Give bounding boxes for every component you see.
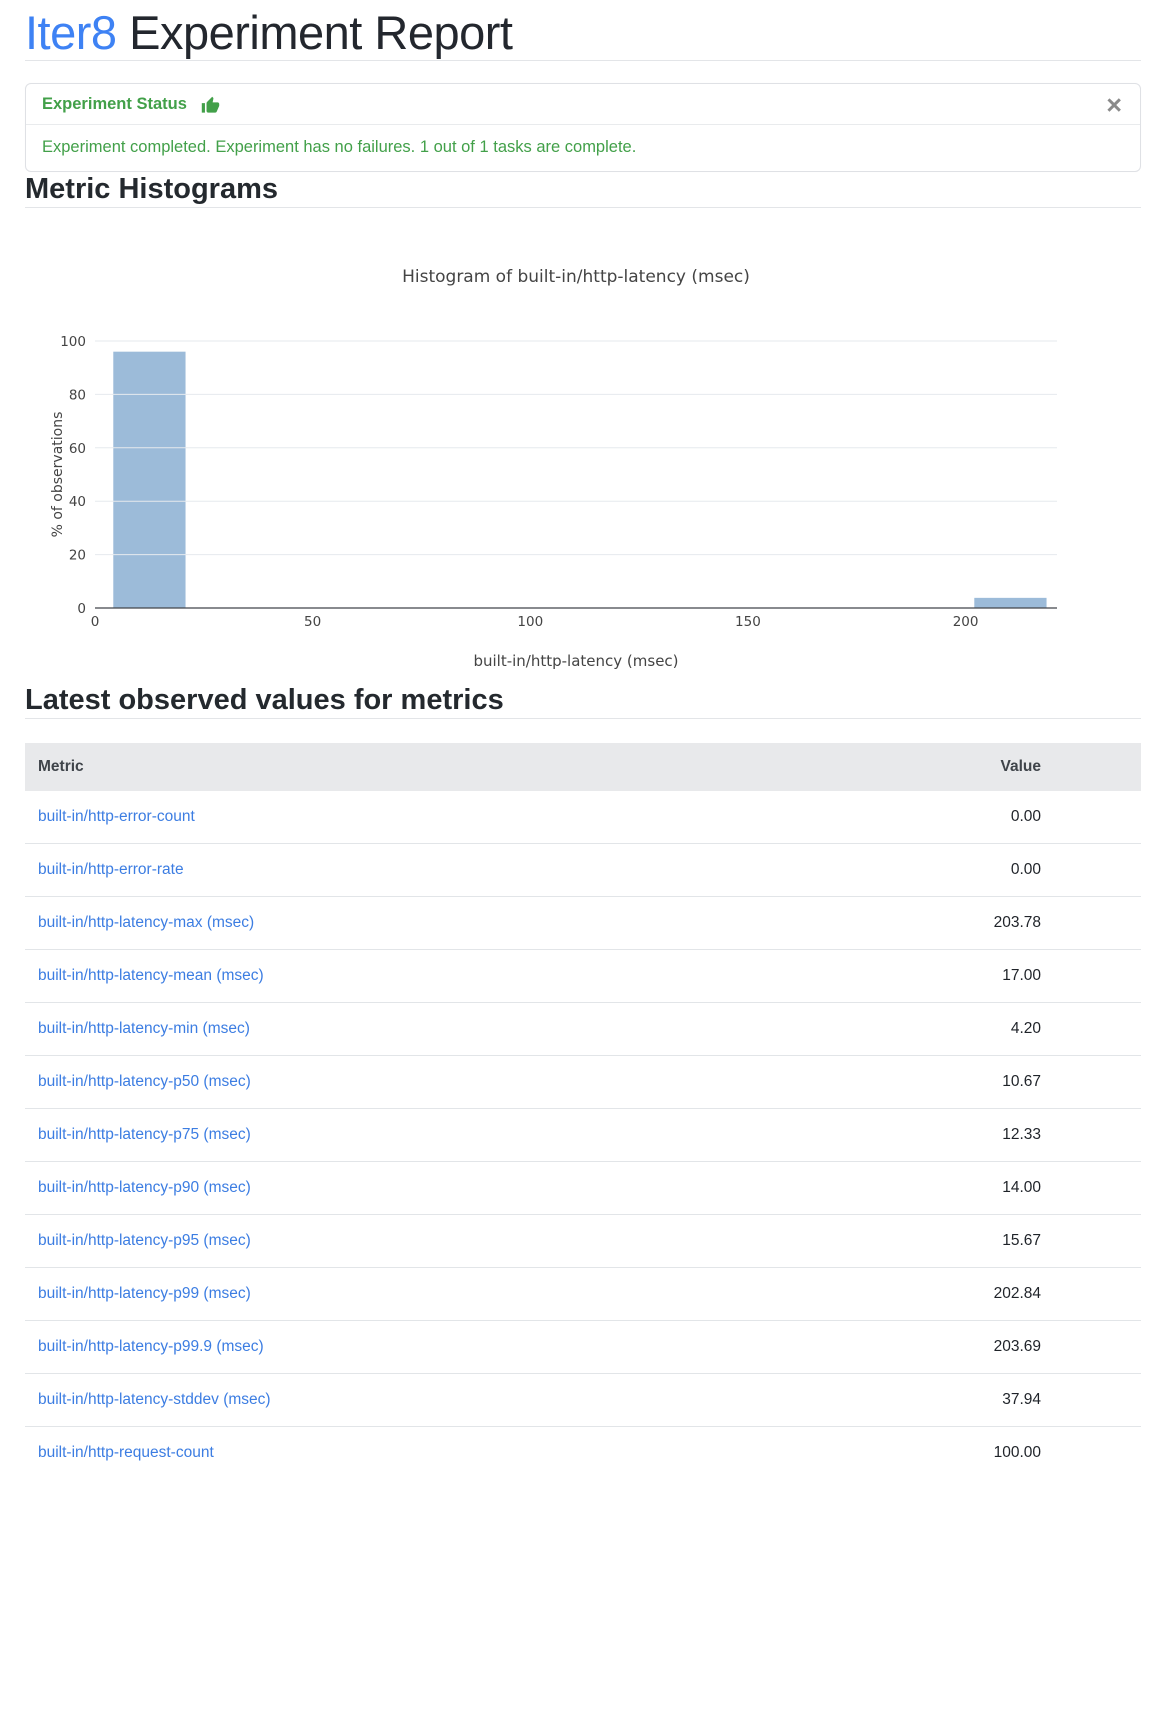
table-row — [25, 949, 1141, 1002]
table-row — [25, 1320, 1141, 1373]
x-axis-title: built-in/http-latency (msec) — [473, 651, 679, 670]
metric-link[interactable]: built-in/http-latency-p95 (msec) — [38, 1231, 251, 1249]
metric-value: 203.78 — [714, 896, 1141, 949]
status-message: Experiment completed. Experiment has no failures. 1 out of 1 tasks are complete. — [42, 138, 637, 157]
metric-cell — [25, 843, 714, 896]
metric-link[interactable]: built-in/http-latency-p50 (msec) — [38, 1072, 251, 1090]
metric-cell — [25, 1267, 714, 1320]
x-tick-label: 200 — [952, 613, 979, 630]
metric-value: 14.00 — [714, 1161, 1141, 1214]
table-row — [25, 1267, 1141, 1320]
y-tick-label: 0 — [77, 600, 86, 617]
brand-name: Iter8 — [25, 6, 117, 59]
metric-cell — [25, 1320, 714, 1373]
metric-link[interactable]: built-in/http-latency-p99.9 (msec) — [38, 1337, 264, 1355]
table-header-row — [25, 743, 1141, 791]
metrics-table-body — [25, 791, 1141, 1479]
table-row — [25, 791, 1141, 844]
metric-cell — [25, 1108, 714, 1161]
page-title-rest: Experiment Report — [116, 6, 513, 59]
column-header-value: Value — [714, 743, 1141, 791]
metric-value: 0.00 — [714, 843, 1141, 896]
section-title-metric-histograms: Metric Histograms — [25, 173, 279, 206]
metric-cell — [25, 1161, 714, 1214]
metric-cell — [25, 949, 714, 1002]
metrics-table — [25, 743, 1141, 1479]
metric-link[interactable]: built-in/http-latency-mean (msec) — [38, 966, 264, 984]
metric-value: 37.94 — [714, 1373, 1141, 1426]
divider — [25, 718, 1141, 719]
table-row — [25, 1055, 1141, 1108]
metric-value: 10.67 — [714, 1055, 1141, 1108]
status-card-header — [26, 84, 1140, 125]
y-tick-label: 40 — [68, 494, 86, 511]
divider — [25, 207, 1141, 208]
table-row — [25, 896, 1141, 949]
table-row — [25, 843, 1141, 896]
x-tick-label: 0 — [90, 613, 100, 630]
metric-link[interactable]: built-in/http-latency-stddev (msec) — [38, 1390, 271, 1408]
table-row — [25, 1002, 1141, 1055]
page-title — [25, 6, 1141, 60]
metric-link[interactable]: built-in/http-error-count — [38, 807, 195, 825]
thumbs-up-icon — [201, 96, 220, 115]
divider — [25, 60, 1141, 61]
metric-value: 0.00 — [1010, 807, 1041, 825]
x-tick-label: 150 — [735, 613, 761, 630]
metric-cell — [25, 1002, 714, 1055]
metric-value: 12.33 — [714, 1108, 1141, 1161]
section-title-latest-values: Latest observed values for metrics — [25, 683, 504, 716]
experiment-status-card — [25, 83, 1141, 172]
metric-cell — [25, 1214, 714, 1267]
metric-cell — [25, 1426, 714, 1479]
column-header-metric: Metric — [25, 743, 714, 791]
table-row — [25, 1373, 1141, 1426]
metric-link[interactable]: built-in/http-latency-max (msec) — [38, 913, 255, 931]
table-row — [25, 1161, 1141, 1214]
status-card-title: Experiment Status — [42, 95, 187, 114]
metric-link[interactable]: built-in/http-latency-p90 (msec) — [38, 1178, 251, 1196]
table-row — [25, 1108, 1141, 1161]
latency-histogram-chart — [25, 238, 1141, 683]
latency-histogram-svg[interactable] — [25, 238, 1141, 683]
metric-link[interactable]: built-in/http-latency-p99 (msec) — [38, 1284, 251, 1302]
metric-cell — [25, 896, 714, 949]
x-tick-label: 50 — [304, 613, 322, 630]
table-row — [25, 1214, 1141, 1267]
y-axis-title: % of observations — [50, 411, 66, 538]
metric-value: 203.69 — [714, 1320, 1141, 1373]
histogram-bar[interactable] — [113, 352, 185, 608]
metric-cell — [25, 1373, 714, 1426]
metric-value: 15.67 — [714, 1214, 1141, 1267]
metric-link[interactable]: built-in/http-latency-p75 (msec) — [38, 1125, 251, 1143]
close-icon[interactable]: × — [1106, 89, 1122, 120]
metric-cell — [25, 791, 714, 844]
metric-value: 202.84 — [714, 1267, 1141, 1320]
metric-link[interactable]: built-in/http-latency-min (msec) — [38, 1019, 250, 1037]
x-tick-label: 100 — [517, 613, 544, 630]
status-card-body — [26, 125, 1140, 171]
metric-value: 4.20 — [714, 1002, 1141, 1055]
chart-title: Histogram of built-in/http-latency (msec) — [402, 266, 750, 287]
y-tick-label: 20 — [68, 547, 86, 564]
y-tick-label: 100 — [60, 333, 86, 350]
metric-link[interactable]: built-in/http-error-rate — [38, 860, 184, 878]
metric-value: 17.00 — [714, 949, 1141, 1002]
table-row — [25, 1426, 1141, 1479]
y-tick-label: 80 — [68, 387, 86, 404]
metric-link[interactable]: built-in/http-request-count — [38, 1443, 214, 1461]
metric-value: 100.00 — [714, 1426, 1141, 1479]
y-tick-label: 60 — [68, 440, 86, 457]
histogram-bar[interactable] — [974, 598, 1046, 608]
metric-cell — [25, 1055, 714, 1108]
